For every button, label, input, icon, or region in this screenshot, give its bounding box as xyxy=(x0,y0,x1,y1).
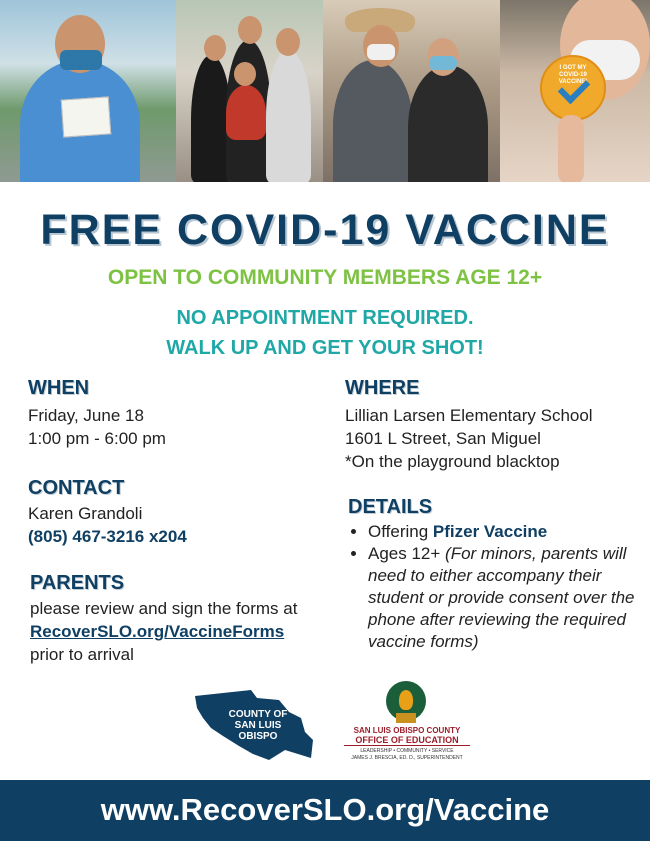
parents-instructions: please review and sign the forms at xyxy=(30,599,298,618)
photo-couple xyxy=(323,0,500,182)
office-logo-superintendent: JAMES J. BRESCIA, ED. D., SUPERINTENDENT xyxy=(351,755,463,761)
torch-base-icon xyxy=(396,713,416,723)
photo-boy-with-vaccine-card xyxy=(0,0,176,182)
page-title: FREE COVID-19 VACCINE xyxy=(40,206,610,254)
event-date: Friday, June 18 xyxy=(28,406,144,425)
parents-section xyxy=(30,572,297,666)
details-heading: DETAILS xyxy=(348,496,433,518)
when-section xyxy=(28,377,166,450)
list-item: • Offering Pfizer Vaccine xyxy=(368,521,638,543)
age-eligibility: OPEN TO COMMUNITY MEMBERS AGE 12+ xyxy=(107,266,543,289)
when-heading: WHEN xyxy=(28,377,90,399)
contact-heading: CONTACT xyxy=(28,477,125,499)
venue-name: Lillian Larsen Elementary School xyxy=(345,406,593,425)
contact-phone[interactable]: (805) 467-3216 x204 xyxy=(28,527,187,546)
venue-address: 1601 L Street, San Miguel xyxy=(345,429,541,448)
photo-vaccine-sticker xyxy=(500,0,650,182)
where-section xyxy=(345,377,593,473)
details-section xyxy=(348,496,638,653)
venue-note: *On the playground blacktop xyxy=(345,452,560,471)
contact-name: Karen Grandoli xyxy=(28,504,143,523)
office-logo-name: OFFICE OF EDUCATION xyxy=(344,735,470,746)
event-time: 1:00 pm - 6:00 pm xyxy=(28,429,166,448)
office-logo-county: SAN LUIS OBISPO COUNTY xyxy=(353,726,461,735)
vaccine-card xyxy=(61,96,112,137)
walk-up-notice: NO APPOINTMENT REQUIRED. WALK UP AND GET YOUR SHOT! xyxy=(166,307,484,359)
vaccine-sticker: I GOT MY COVID-19 VACCINE! xyxy=(540,55,606,121)
list-item: • Ages 12+ (For minors, parents will need to either accompany their student or provide consent over the phone after reviewing the required vaccine forms) xyxy=(368,543,638,653)
where-heading: WHERE xyxy=(345,377,420,399)
parents-heading: PARENTS xyxy=(30,572,125,594)
photo-strip xyxy=(0,0,650,182)
county-logo-text: COUNTY OF SAN LUIS OBISPO xyxy=(228,709,288,742)
flame-icon xyxy=(399,690,413,710)
footer-url-link[interactable]: www.RecoverSLO.org/Vaccine xyxy=(100,792,550,827)
contact-section xyxy=(28,477,187,548)
vaccine-forms-link[interactable]: RecoverSLO.org/VaccineForms xyxy=(30,622,285,641)
office-logo-motto: LEADERSHIP • COMMUNITY • SERVICE xyxy=(360,748,454,754)
photo-family xyxy=(176,0,323,182)
parents-arrival-note: prior to arrival xyxy=(30,645,134,664)
details-list xyxy=(348,521,638,653)
